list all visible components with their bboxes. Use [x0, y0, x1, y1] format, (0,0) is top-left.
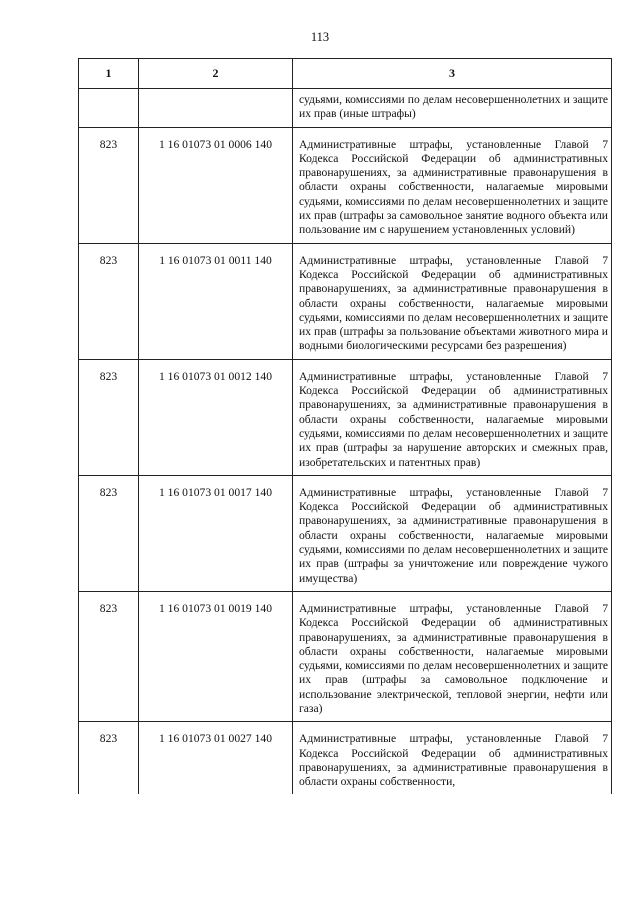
continuation-text: судьями, комиссиями по делам несовершеннолетних и защите их прав (иные штрафы) [293, 89, 612, 128]
description-cell: Административные штрафы, установленные Главой 7 Кодекса Российской Федерации об административных правонарушениях, за административные правонарушения в области охраны собственности, налагаемые мировыми судьями, комиссиями по делам несовершеннолетних и защите их прав (штрафы за нарушение авторских и смежных прав, изобретательских и патентных прав) [293, 359, 612, 475]
budget-code-cell: 1 16 01073 01 0011 140 [139, 243, 293, 359]
budget-code-cell: 1 16 01073 01 0012 140 [139, 359, 293, 475]
budget-codes-table [78, 58, 612, 794]
table-header-row [79, 59, 612, 89]
header-col-1: 1 [79, 59, 139, 89]
budget-code-cell: 1 16 01073 01 0006 140 [139, 127, 293, 243]
table-row [79, 127, 612, 243]
budget-code-cell: 1 16 01073 01 0017 140 [139, 475, 293, 591]
description-cell: Административные штрафы, установленные Главой 7 Кодекса Российской Федерации об административных правонарушениях, за административные правонарушения в области охраны собственности, налагаемые мировыми судьями, комиссиями по делам несовершеннолетних и защите их прав (штрафы за уничтожение или повреждение чужого имущества) [293, 475, 612, 591]
budget-code-cell: 1 16 01073 01 0019 140 [139, 591, 293, 721]
admin-code-cell: 823 [79, 722, 139, 795]
header-col-2: 2 [139, 59, 293, 89]
budget-code-cell: 1 16 01073 01 0027 140 [139, 722, 293, 795]
description-cell: Административные штрафы, установленные Главой 7 Кодекса Российской Федерации об административных правонарушениях, за административные правонарушения в области охраны собственности, [293, 722, 612, 795]
table-row [79, 475, 612, 591]
page-number: 113 [310, 30, 330, 44]
admin-code-cell: 823 [79, 475, 139, 591]
empty-cell [139, 89, 293, 128]
description-cell: Административные штрафы, установленные Главой 7 Кодекса Российской Федерации об административных правонарушениях, за административные правонарушения в области охраны собственности, налагаемые мировыми судьями, комиссиями по делам несовершеннолетних и защите их прав (штрафы за самовольное занятие водного объекта или пользование им с нарушением установленных условий) [293, 127, 612, 243]
header-col-3: 3 [293, 59, 612, 89]
empty-cell [79, 89, 139, 128]
admin-code-cell: 823 [79, 127, 139, 243]
table-row [79, 359, 612, 475]
admin-code-cell: 823 [79, 591, 139, 721]
table-row [79, 591, 612, 721]
admin-code-cell: 823 [79, 243, 139, 359]
table-row-continuation [79, 89, 612, 128]
description-cell: Административные штрафы, установленные Главой 7 Кодекса Российской Федерации об административных правонарушениях, за административные правонарушения в области охраны собственности, налагаемые мировыми судьями, комиссиями по делам несовершеннолетних и защите их прав (штрафы за самовольное подключение и использование электрической, тепловой энергии, нефти или газа) [293, 591, 612, 721]
table-row [79, 243, 612, 359]
table-row [79, 722, 612, 795]
admin-code-cell: 823 [79, 359, 139, 475]
description-cell: Административные штрафы, установленные Главой 7 Кодекса Российской Федерации об административных правонарушениях, за административные правонарушения в области охраны собственности, налагаемые мировыми судьями, комиссиями по делам несовершеннолетних и защите их прав (штрафы за пользование объектами животного мира и водными биологическими ресурсами без разрешения) [293, 243, 612, 359]
